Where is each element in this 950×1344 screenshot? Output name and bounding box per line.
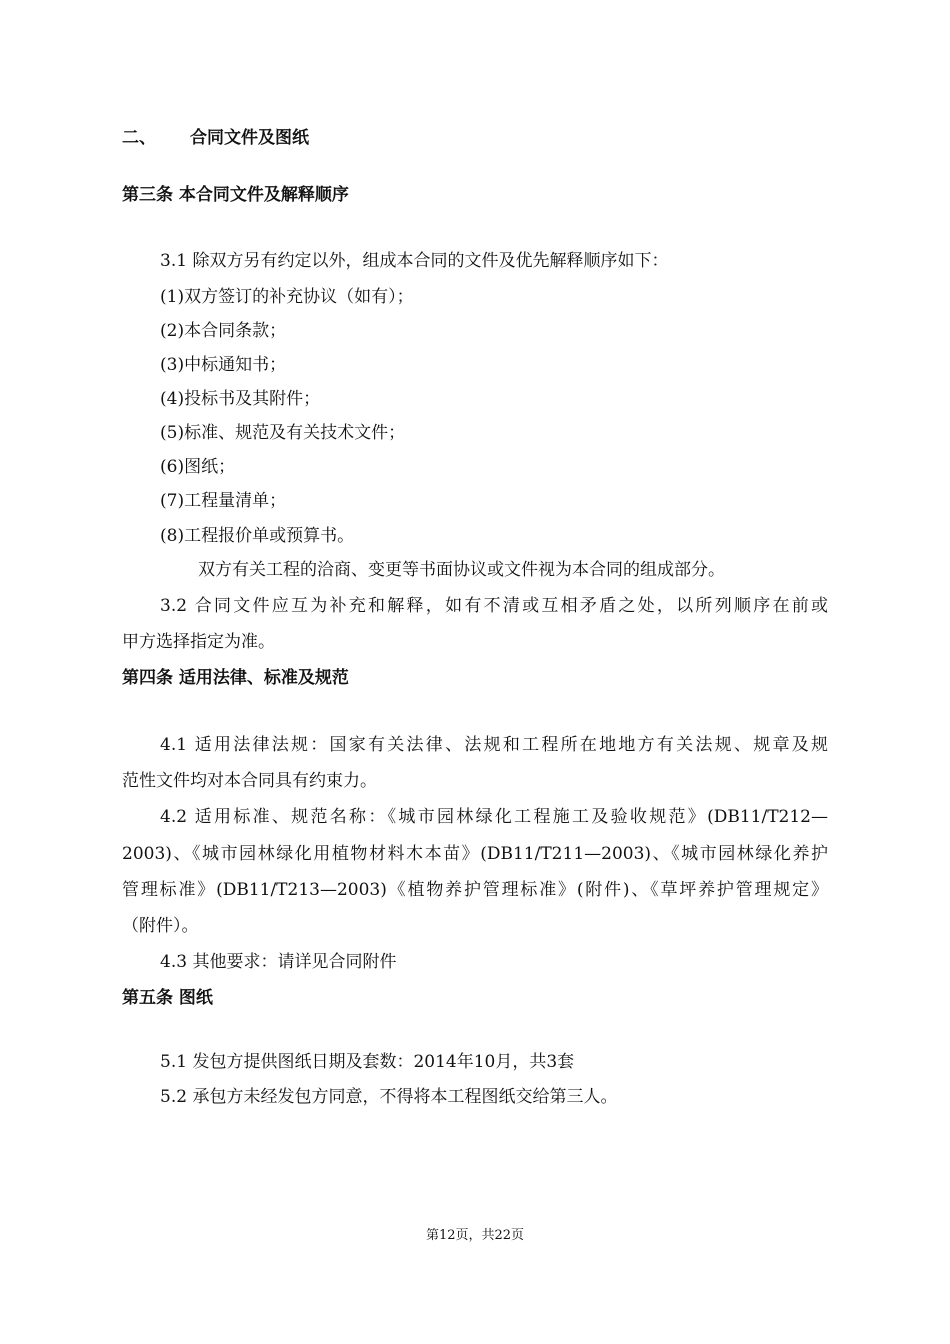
clause-3-2-line-1: 3.2 合同文件应互为补充和解释，如有不清或互相矛盾之处，以所列顺序在前或 (160, 596, 828, 616)
page-footer: 第12页，共22页 (425, 1228, 525, 1243)
clause-3-2-line-2: 甲方选择指定为准。 (122, 632, 275, 652)
clause-3-1: 3.1 除双方另有约定以外，组成本合同的文件及优先解释顺序如下： (160, 251, 669, 271)
article-5-title: 第五条 图纸 (122, 988, 213, 1008)
section-title: 合同文件及图纸 (190, 128, 309, 148)
clause-4-2-line-3: 管理标准》(DB11/T213—2003)《植物养护管理标准》(附件)、《草坪养护管理规定》 (122, 880, 828, 900)
article-4-title: 第四条 适用法律、标准及规范 (122, 668, 349, 688)
clause-4-1-line-1: 4.1 适用法律法规：国家有关法律、法规和工程所在地地方有关法规、规章及规 (160, 735, 828, 755)
list-item: (6)图纸； (160, 457, 236, 477)
clause-4-3: 4.3 其他要求：请详见合同附件 (160, 952, 397, 972)
list-item: (8)工程报价单或预算书。 (160, 526, 355, 546)
list-item: (2)本合同条款； (160, 321, 287, 341)
list-item: (7)工程量清单； (160, 491, 287, 511)
clause-4-2-line-1: 4.2 适用标准、规范名称：《城市园林绿化工程施工及验收规范》(DB11/T212— (160, 807, 828, 827)
list-item: (4)投标书及其附件； (160, 389, 321, 409)
clause-5-1: 5.1 发包方提供图纸日期及套数：2014年10月，共3套 (160, 1052, 575, 1072)
article-3-title: 第三条 本合同文件及解释顺序 (122, 185, 349, 205)
clause-4-2-line-2: 2003)、《城市园林绿化用植物材料木本苗》(DB11/T211—2003)、《城市园林绿化养护 (122, 844, 828, 864)
clause-5-2: 5.2 承包方未经发包方同意，不得将本工程图纸交给第三人。 (160, 1087, 618, 1107)
list-item: (3)中标通知书； (160, 355, 287, 375)
clause-4-1-line-2: 范性文件均对本合同具有约束力。 (122, 771, 377, 791)
clause-4-2-line-4: （附件）。 (122, 916, 199, 936)
section-number: 二、 (122, 128, 156, 148)
list-item: (1)双方签订的补充协议（如有）； (160, 287, 414, 307)
composition-note: 双方有关工程的洽商、变更等书面协议或文件视为本合同的组成部分。 (198, 560, 725, 580)
list-item: (5)标准、规范及有关技术文件； (160, 423, 406, 443)
